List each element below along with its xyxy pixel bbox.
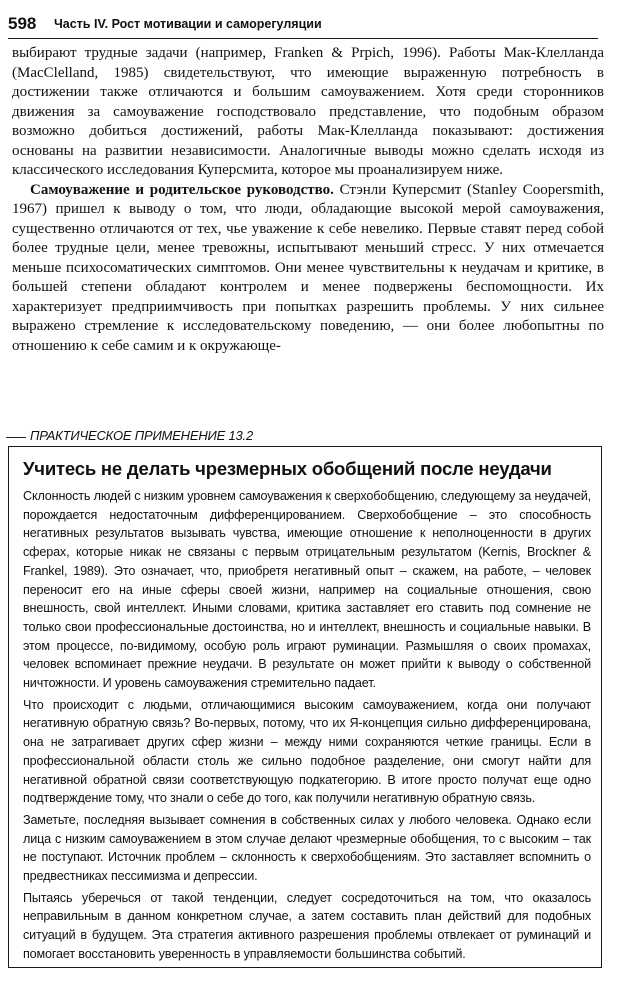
box-label: ПРАКТИЧЕСКОЕ ПРИМЕНЕНИЕ 13.2 (30, 428, 253, 443)
body-paragraph: выбирают трудные задачи (например, Franken & Prpich, 1996). Работы Мак-Клелланда (MacClelland, 1985) свидетельствуют, что имеющие выраженную потребность в достижении также отличаются и большим самоуважением. Хотя среди сторонников движения за самоуважение господствовало представление, что подобным образом возможно добиться достижений, работы Мак-Клелланда показывают: достижения основаны на развитии независимости. Аналогичные выводы можно сделать исходя из классического исследования Куперсмита, которое мы проанализируем ниже. (12, 45, 604, 178)
main-text (12, 44, 604, 356)
body-paragraph (12, 181, 604, 357)
section-lead: Самоуважение и родительское руководство. (30, 181, 334, 198)
box-paragraph: Заметьте, последняя вызывает сомнения в собственных силах у любого человека. Однако если лица с низким самоуважением в этом случае делают чрезмерные обобщения, то с высоким – так не поступают. Источник проблем – склонность к сверхобобщениям. Это заставляет вспомнить о предвестниках пессимизма и депрессии. (23, 812, 591, 884)
box-paragraph: Склонность людей с низким уровнем самоуважения к сверхобобщению, следующему за неудачей, порождается недостаточным дифференцированием. Сверхобобщение – это способность негативных результатов вызывать чувства, имеющие отношение к неполноценности в других сферах, которые никак не связаны с первым отрицательным результатом (Kernis, Brockner & Frankel, 1989). Это означает, что, приобретя негативный опыт – скажем, на работе, – человек переносит его на иные сферы своей жизни, например на социальные отношения, свою внешность, свой интеллект. Иными словами, критика заставляет его ставить под сомнение не только свои профессиональные достоинства, но и интеллект, внешность и социальные навыки. В этом процессе, по-видимому, особую роль играют руминации. Размышляя о своих промахах, человек вспоминает прежние неудачи. В результате он может прийти к выводу о собственной ничтожности. И уровень самоуважения стремительно падает. (23, 489, 591, 691)
running-head: Часть IV. Рост мотивации и саморегуляции (54, 17, 322, 31)
box-label-rule (6, 437, 26, 438)
practice-box (8, 446, 602, 968)
paragraph-text: Стэнли Куперсмит (Stanley Coopersmith, 1967) пришел к выводу о том, что люди, обладающие высокой мерой самоуважения, существенно отличаются от тех, чье уважение к себе невелико. Первые ставят перед собой более трудные цели, менее тревожны, испытывают меньший стресс. У них отмечается меньше психосоматических симптомов. Они менее чувствительны к неудачам и критике, в большей степени обладают контролем и менее подвержены беспомощности. Их характеризует предприимчивость при попытках разрешить проблемы. У них сильнее выражено стремление к исследовательскому поведению, — они более любопытны по отношению к себе самим и к окружающе- (12, 181, 604, 354)
page-number: 598 (8, 14, 37, 33)
box-paragraph: Что происходит с людьми, отличающимися высоким самоуважением, когда они получают негативную обратную связь? Во-первых, потому, что их Я-концепция сильно дифференцирована, она не затрагивает других сфер жизни – между ними сохраняются четкие границы. Если в профессиональной области столь же сильно подобное разделение, они смогут найти для негативной обратной связи соответствующую подкатегорию. В итоге просто получат еще одно подтверждение тому, что знали о себе до того, как получили негативную обратную связь. (23, 697, 591, 806)
box-paragraph: Пытаясь уберечься от такой тенденции, следует сосредоточиться на том, что оказалось неправильным в данном конкретном случае, а затем составить план действий для подобных ситуаций в будущем. Эта стратегия активного разрешения проблемы отвлекает от руминаций и помогает восстановить уверенность в управляемости большинства событий. (23, 890, 591, 961)
page-header (8, 14, 598, 39)
box-title: Учитесь не делать чрезмерных обобщений после неудачи (23, 458, 552, 479)
